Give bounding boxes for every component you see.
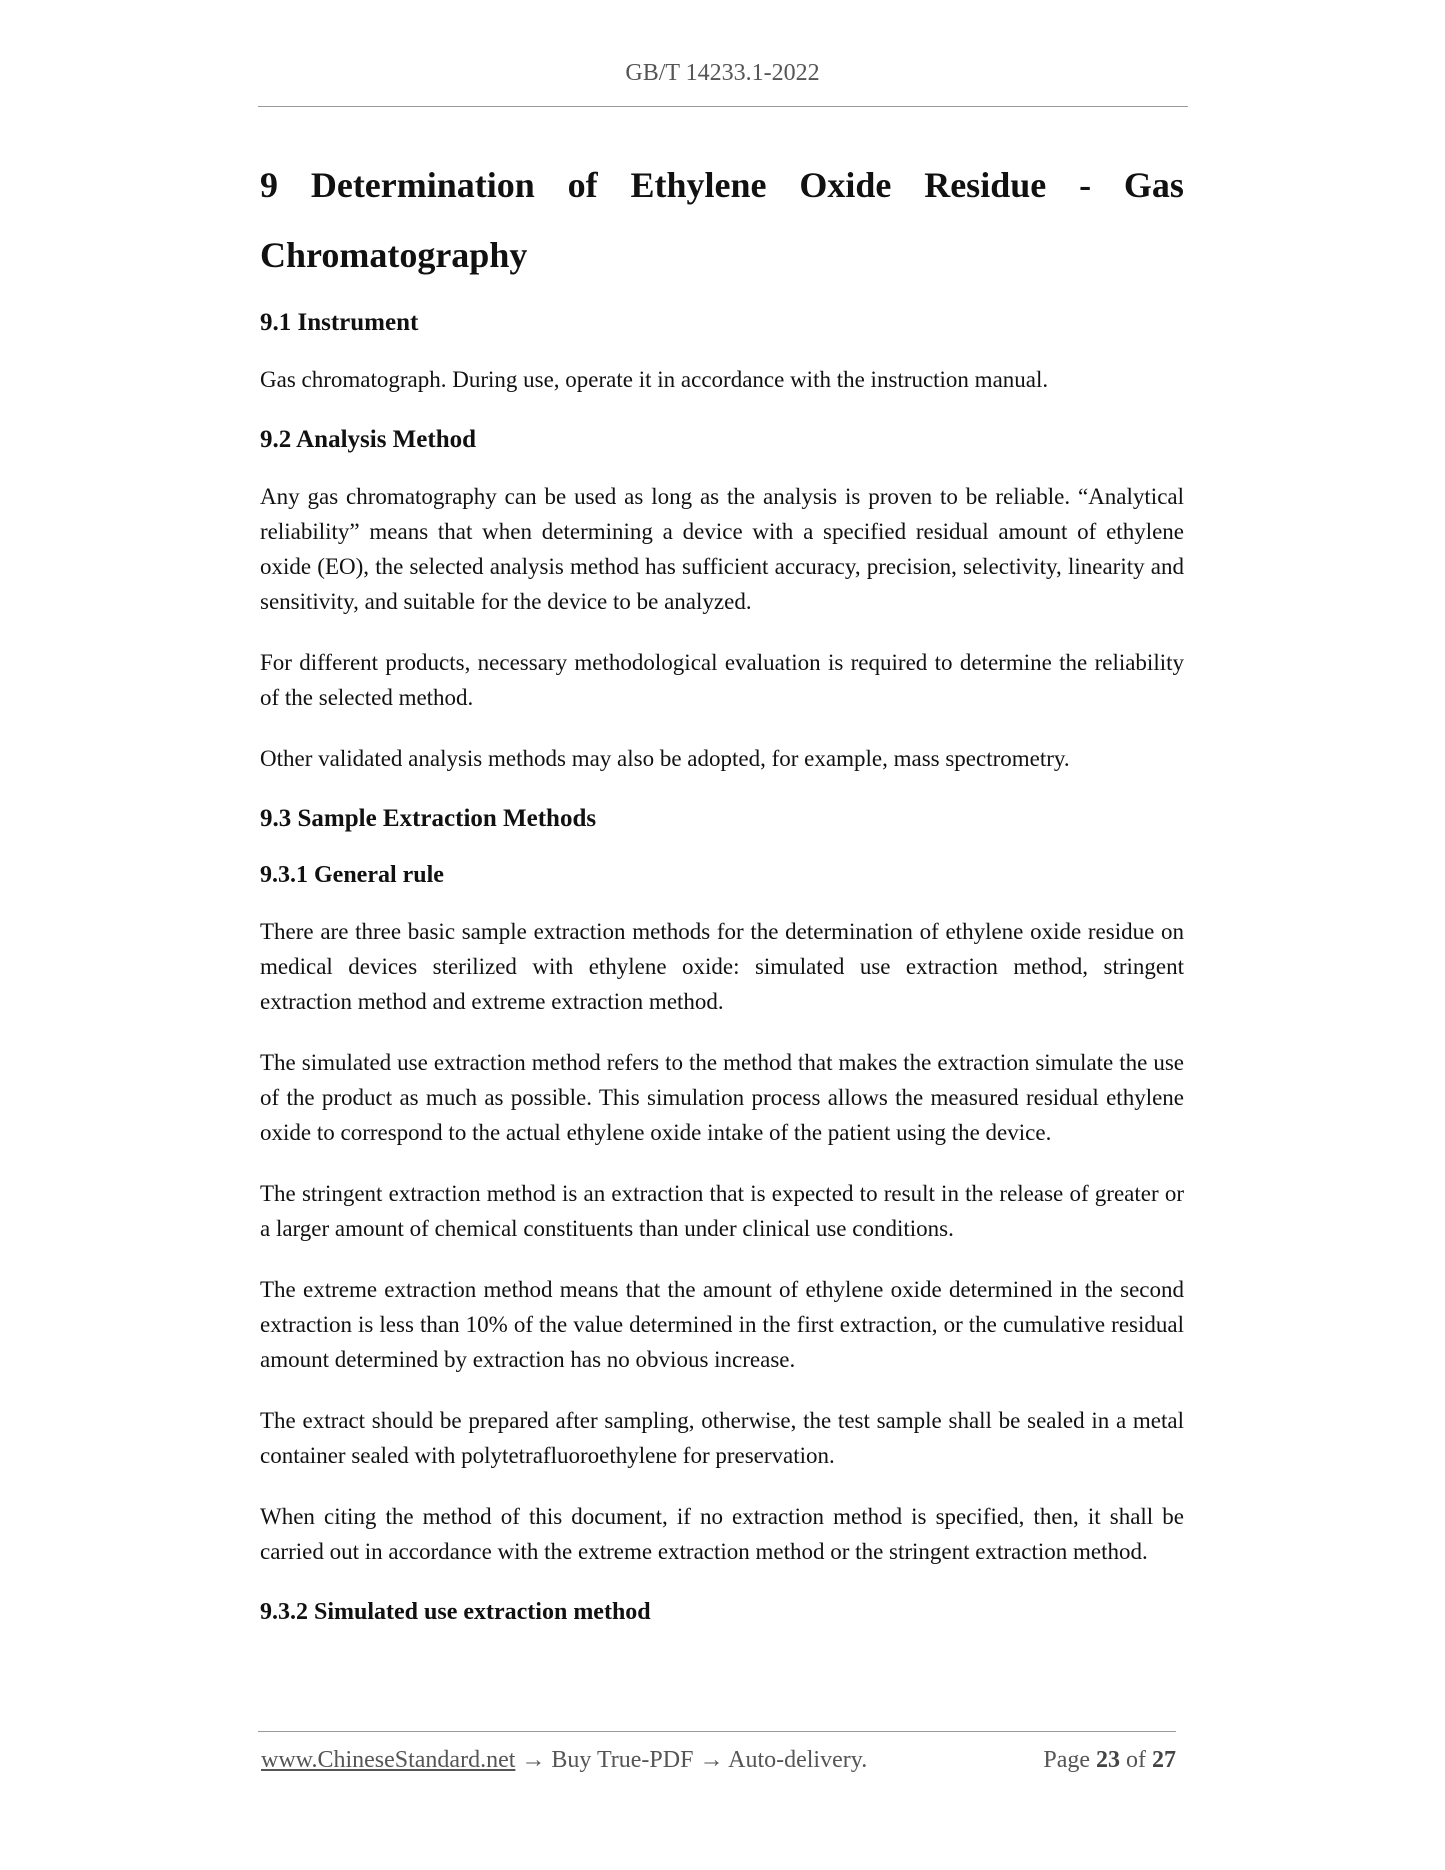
- paragraph: There are three basic sample extraction methods for the determination of ethylene oxide residue on medical devices sterilized with ethylene oxide: simulated use extraction method, stringent extraction method and extreme extraction method.: [260, 919, 1184, 1014]
- footer-divider: [258, 1731, 1176, 1732]
- section-heading-9-3: 9.3 Sample Extraction Methods: [260, 805, 597, 832]
- paragraph: The extract should be prepared after sampling, otherwise, the test sample shall be sealed in a metal container sealed with polytetrafluoroethylene for preservation.: [260, 1408, 1184, 1468]
- chapter-title-word: Oxide: [799, 165, 892, 205]
- chapter-title-word: Determination: [310, 165, 535, 205]
- footer-promo-text: → Buy True-PDF → Auto-delivery.: [515, 1747, 868, 1773]
- paragraph: The extreme extraction method means that the amount of ethylene oxide determined in the second extraction is less than 10% of the value determined in the first extraction, or the cumulative residual amount determined by extraction has no obvious increase.: [260, 1277, 1184, 1372]
- footer-promo: [261, 1747, 867, 1774]
- page-indicator: [1043, 1747, 1176, 1774]
- total-page-number: 27: [1152, 1747, 1176, 1773]
- paragraph: Other validated analysis methods may also be adopted, for example, mass spectrometry.: [260, 746, 1070, 771]
- subsection-heading-9-3-2: 9.3.2 Simulated use extraction method: [260, 1599, 651, 1625]
- page-content: [260, 150, 1184, 1651]
- section-heading-9-2: 9.2 Analysis Method: [260, 426, 477, 453]
- chapter-title-word: Residue: [924, 165, 1047, 205]
- paragraph: Any gas chromatography can be used as long as the analysis is proven to be reliable. “Analytical reliability” means that when determining a device with a specified residual amount of ethylene oxide (EO), the selected analysis method has sufficient accuracy, precision, selectivity, linearity and sensitivity, and suitable for the device to be analyzed.: [260, 484, 1184, 614]
- paragraph: When citing the method of this document, if no extraction method is specified, then, it shall be carried out in accordance with the extreme extraction method or the stringent extraction method.: [260, 1504, 1184, 1564]
- chapter-title: [260, 150, 1184, 290]
- paragraph: For different products, necessary methodological evaluation is required to determine the reliability of the selected method.: [260, 650, 1184, 710]
- section-heading-9-1: 9.1 Instrument: [260, 309, 419, 336]
- page-label: Page: [1043, 1747, 1090, 1773]
- subsection-heading-9-3-1: 9.3.1 General rule: [260, 862, 444, 888]
- paragraph: The stringent extraction method is an extraction that is expected to result in the release of greater or a larger amount of chemical constituents than under clinical use conditions.: [260, 1181, 1184, 1241]
- current-page-number: 23: [1096, 1747, 1120, 1773]
- chapter-title-word: of: [567, 165, 598, 205]
- document-code-header: GB/T 14233.1-2022: [625, 60, 820, 86]
- chapter-title-word: Gas: [1123, 165, 1184, 205]
- page-of-label: of: [1126, 1747, 1146, 1773]
- chapter-number: 9: [260, 165, 278, 205]
- paragraph: The simulated use extraction method refers to the method that makes the extraction simulate the use of the product as much as possible. This simulation process allows the measured residual ethylene oxide to correspond to the actual ethylene oxide intake of the patient using the device.: [260, 1050, 1184, 1145]
- chapter-title-line-2: Chromatography: [260, 235, 528, 275]
- page-footer: [261, 1747, 1176, 1774]
- chapter-title-line-1: [260, 150, 1184, 220]
- paragraph: Gas chromatograph. During use, operate it in accordance with the instruction manual.: [260, 367, 1049, 392]
- chapter-title-word: -: [1079, 165, 1092, 205]
- chapter-title-word: Ethylene: [630, 165, 767, 205]
- header-divider: [258, 106, 1188, 107]
- site-link[interactable]: www.ChineseStandard.net: [261, 1747, 516, 1773]
